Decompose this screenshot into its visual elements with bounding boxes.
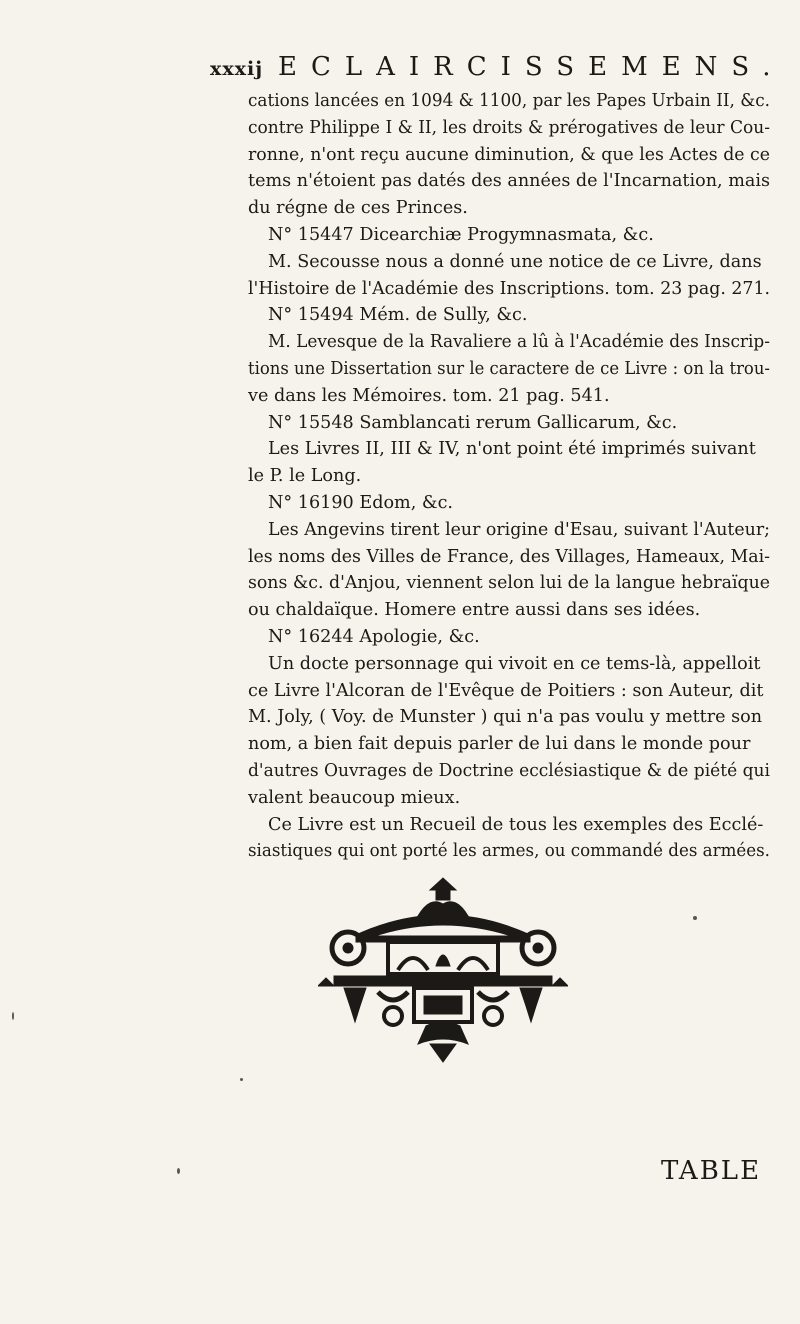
text-line: N° 16190 Edom, &c. — [268, 492, 454, 513]
text-line: d'autres Ouvrages de Doctrine ecclésiastique & de piété qui — [248, 760, 770, 781]
text-line: N° 15548 Samblancati rerum Gallicarum, &c. — [268, 412, 678, 433]
text-line: ce Livre l'Alcoran de l'Evêque de Poitiers : son Auteur, dit — [248, 680, 764, 701]
running-title: ECLAIRCISSEMENS. — [278, 52, 785, 82]
text-line: M. Joly, ( Voy. de Munster ) qui n'a pas voulu y mettre son — [248, 707, 763, 728]
running-header — [210, 52, 800, 86]
text-line: contre Philippe I & II, les droits & prérogatives de leur Cou- — [248, 117, 770, 138]
text-line: ronne, n'ont reçu aucune diminution, & que les Actes de ce — [248, 144, 770, 165]
text-line: Un docte personnage qui vivoit en ce tems-là, appelloit — [268, 653, 761, 674]
body-text — [248, 88, 770, 865]
text-line: l'Histoire de l'Académie des Inscriptions. tom. 23 pag. 271. — [248, 278, 770, 299]
text-line: M. Secousse nous a donné une notice de ce Livre, dans — [268, 251, 762, 272]
text-line: N° 15447 Dicearchiæ Progymnasmata, &c. — [268, 224, 654, 245]
text-line: valent beaucoup mieux. — [248, 787, 461, 808]
printers-ornament-icon — [318, 876, 568, 1064]
text-line: nom, a bien fait depuis parler de lui dans le monde pour — [248, 734, 751, 755]
paper-speck — [12, 1012, 14, 1020]
catchword: TABLE — [661, 1156, 762, 1186]
text-line: N° 15494 Mém. de Sully, &c. — [268, 305, 528, 326]
text-line: sons &c. d'Anjou, viennent selon lui de la langue hebraïque — [248, 573, 770, 594]
text-line: ou chaldaïque. Homere entre aussi dans ses idées. — [248, 600, 701, 621]
text-line: tions une Dissertation sur le caractere de ce Livre : on la trou- — [248, 358, 770, 379]
paper-speck — [693, 916, 697, 920]
page-number: xxxij — [210, 58, 264, 80]
text-line: les noms des Villes de France, des Villages, Hameaux, Mai- — [248, 546, 770, 567]
text-line: Les Angevins tirent leur origine d'Esau, suivant l'Auteur; — [268, 519, 770, 540]
text-line: le P. le Long. — [248, 466, 362, 487]
text-line: tems n'étoient pas datés des années de l'Incarnation, mais — [248, 171, 770, 192]
text-line: N° 16244 Apologie, &c. — [268, 626, 480, 647]
text-line: Ce Livre est un Recueil de tous les exemples des Ecclé- — [268, 814, 764, 835]
text-line: Les Livres II, III & IV, n'ont point été imprimés suivant — [268, 439, 756, 460]
text-line: M. Levesque de la Ravaliere a lû à l'Académie des Inscrip- — [268, 332, 770, 353]
paper-speck — [240, 1078, 243, 1081]
text-line: ve dans les Mémoires. tom. 21 pag. 541. — [248, 385, 610, 406]
paper-speck — [177, 1168, 180, 1174]
text-line: cations lancées en 1094 & 1100, par les Papes Urbain II, &c. — [248, 91, 770, 111]
text-line: du régne de ces Princes. — [248, 198, 468, 219]
text-line: siastiques qui ont porté les armes, ou commandé des armées. — [248, 841, 770, 862]
